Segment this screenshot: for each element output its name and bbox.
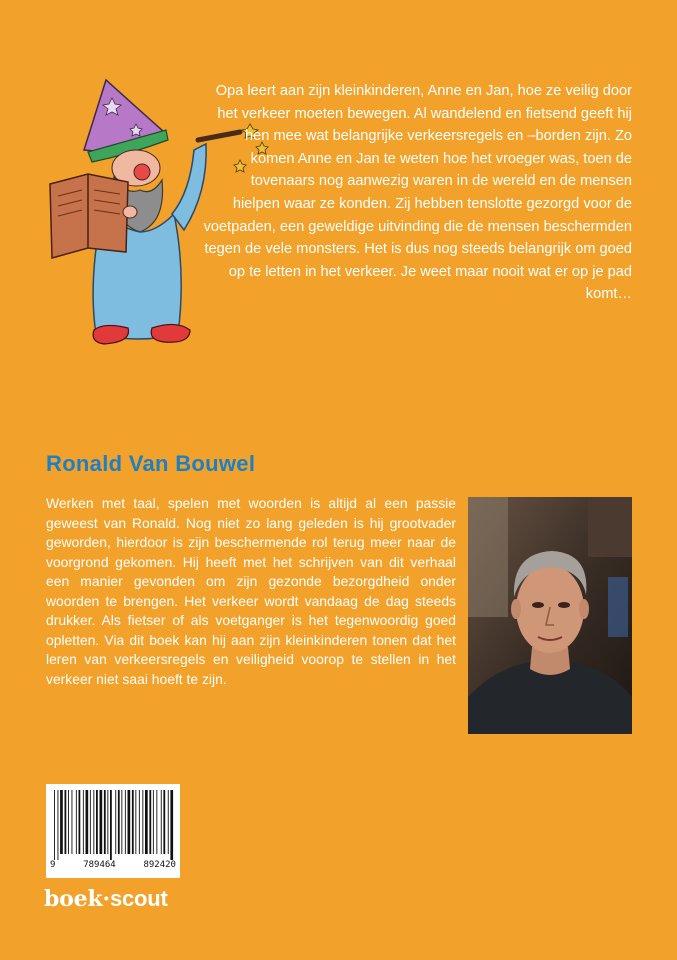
barcode-bar bbox=[79, 790, 81, 854]
barcode-bar bbox=[149, 790, 151, 854]
barcode-bar bbox=[54, 790, 55, 860]
publisher-logo-part1: boek bbox=[44, 886, 103, 912]
barcode-bar bbox=[65, 790, 67, 854]
barcode-bar bbox=[83, 790, 84, 854]
barcode-bar bbox=[161, 790, 162, 854]
barcode-bar bbox=[128, 790, 131, 854]
author-photo bbox=[468, 497, 632, 734]
barcode-bar bbox=[58, 790, 59, 860]
barcode-bar bbox=[118, 790, 120, 854]
barcode-bar bbox=[168, 790, 169, 854]
barcode-group-2: 892420 bbox=[143, 860, 176, 870]
barcode-bar bbox=[163, 790, 165, 854]
barcode-bar bbox=[104, 790, 106, 854]
barcode-group-1: 789464 bbox=[83, 860, 116, 870]
barcode-bar bbox=[135, 790, 136, 854]
back-cover-blurb: Opa leert aan zijn kleinkinderen, Anne en Jan, hoe ze veilig door het verkeer moeten bewegen. Al wandelend en fietsend geeft hij hen mee wat belangrijke verkeersregels en –borden zijn. Zo komen Anne en Jan te weten hoe het vroeger was, toen de tovenaars nog aanwezig waren in de wereld en de mensen hielpen waar ze konden. Zij hebben tenslotte gezorgd voor de voetpaden, een geweldige uitvinding die de mensen beschermden tegen de vele monsters. Het is dus nog steeds belangrijk om goed op te letten in het verkeer. Je weet maar nooit wat er op je pad komt… bbox=[203, 83, 632, 303]
barcode-bar bbox=[115, 790, 116, 854]
barcode-bar bbox=[170, 790, 173, 860]
barcode-bar bbox=[90, 790, 91, 854]
barcode-bar bbox=[125, 790, 126, 854]
author-name: Ronald Van Bouwel bbox=[46, 451, 256, 476]
barcode bbox=[46, 784, 180, 878]
publisher-logo bbox=[44, 886, 168, 912]
barcode-bar bbox=[156, 790, 157, 854]
barcode-bar bbox=[96, 790, 98, 854]
barcode-digits bbox=[46, 860, 180, 870]
barcode-bar bbox=[132, 790, 134, 854]
barcode-bar bbox=[68, 790, 69, 854]
barcode-bar bbox=[145, 790, 148, 854]
barcode-bar bbox=[60, 790, 63, 854]
barcode-lead-digit: 9 bbox=[50, 860, 56, 870]
author-bio: Werken met taal, spelen met woorden is altijd al een passie geweest van Ronald. Nog niet zo lang geleden is hij grootvader geworden, hierdoor is zijn beschermende rol terug meer naar de voorgrond gekomen. Hij heeft met het schrijven van dit verhaal een manier gevonden om zijn gezonde bezorgdheid onder woorden te brengen. Het verkeer wordt vandaag de dag steeds drukker. Als fietser of als voetganger is het tegenwoordig goed opletten. Via dit boek kan hij aan zijn kleinkinderen tonen dat het leren van verkeersregels en veiligheid voorop te stellen in het verkeer niet saai hoeft te zijn. bbox=[46, 495, 456, 687]
barcode-bar bbox=[76, 790, 77, 854]
publisher-logo-dot: · bbox=[102, 886, 110, 912]
barcode-bar bbox=[93, 790, 94, 854]
barcode-bar bbox=[139, 790, 140, 854]
barcode-bar bbox=[110, 790, 112, 860]
barcode-bar bbox=[72, 790, 73, 854]
publisher-logo-part2: scout bbox=[109, 886, 168, 911]
barcode-bar bbox=[121, 790, 122, 854]
barcode-bar bbox=[100, 790, 103, 854]
barcode-bar bbox=[153, 790, 154, 854]
barcode-bar bbox=[86, 790, 89, 854]
barcode-bar bbox=[107, 790, 108, 854]
barcode-bar bbox=[142, 790, 143, 854]
